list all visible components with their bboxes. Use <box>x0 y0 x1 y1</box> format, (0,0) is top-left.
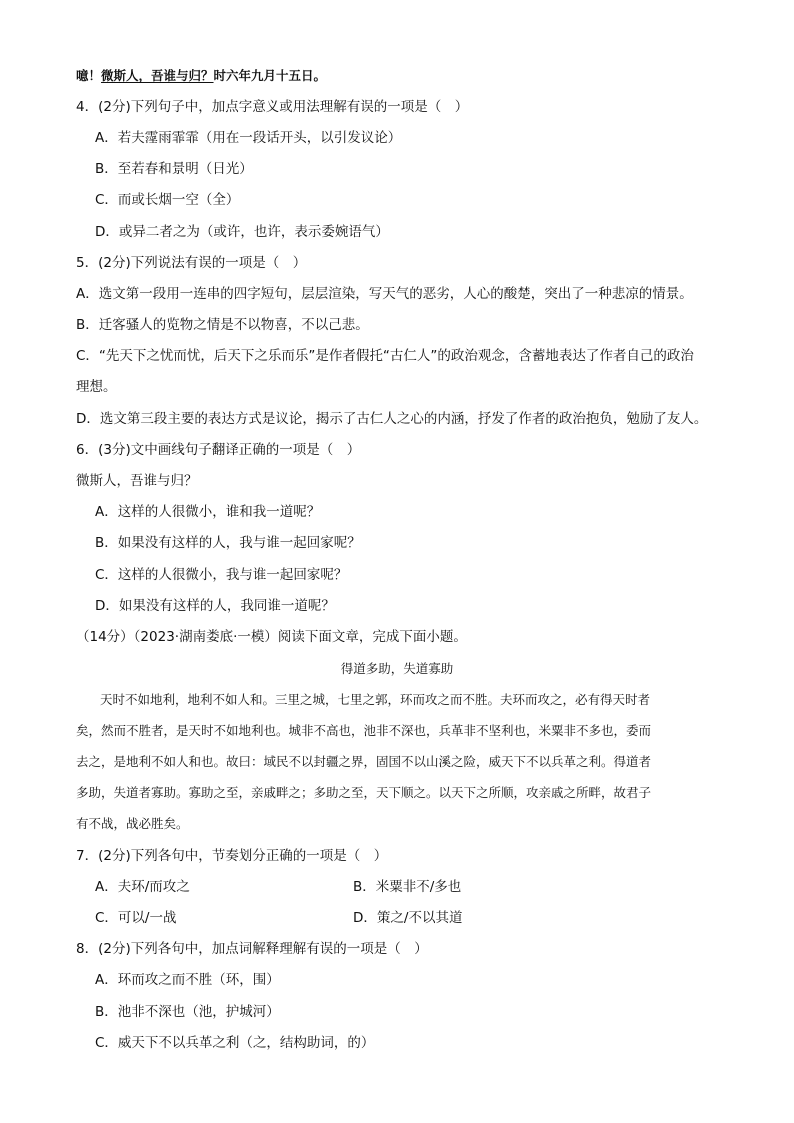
ending-prefix: 噫！ <box>76 68 102 83</box>
q7-option-d: D．策之/不以其道 <box>353 910 463 926</box>
q6-option-d: D．如果没有这样的人，我同谁一道呢？ <box>95 598 335 614</box>
question-5-stem: 5．(2分)下列说法有误的一项是（ ） <box>76 255 307 271</box>
passage-title: 得道多助，失道寡助 <box>340 661 454 676</box>
ending-suffix: 时六年九月十五日。 <box>213 68 327 83</box>
q4-option-b: B．至若春和景明（日光） <box>95 161 253 177</box>
passage-line-2: 矣，然而不胜者，是天时不如地利也。城非不高也，池非不深也，兵革非不坚利也，米粟非不多也，委而 <box>76 723 652 738</box>
q7-option-a: A．夫环/而攻之 <box>95 879 190 895</box>
q8-option-c: C．威天下不以兵革之利（之，结构助词，的） <box>95 1035 375 1051</box>
q4-option-c: C．而或长烟一空（全） <box>95 192 240 208</box>
passage-ending-line <box>76 66 326 86</box>
passage-line-4: 多助，失道者寡助。寡助之至，亲戚畔之；多助之至，天下顺之。以天下之所顺，攻亲戚之所畔，故君子 <box>76 785 652 800</box>
q4-option-a: A．若夫霪雨霏霏（用在一段话开头，以引发议论） <box>95 130 402 146</box>
q5-option-c: C．“先天下之忧而忧，后天下之乐而乐”是作者假托“古仁人”的政治观念，含蓄地表达了作者自己的政治 <box>76 348 694 364</box>
q4-option-d: D．或异二者之为（或许，也许，表示委婉语气） <box>95 224 389 240</box>
q6-option-c: C．这样的人很微小，我与谁一起回家呢？ <box>95 567 348 583</box>
passage-line-5: 有不战，战必胜矣。 <box>76 816 189 831</box>
q8-option-a: A．环而攻之而不胜（环，围） <box>95 972 280 988</box>
reading-section-intro: （14分）（2023·湖南娄底·一模）阅读下面文章，完成下面小题。 <box>76 629 467 645</box>
q5-option-a: A．选文第一段用一连串的四字短句，层层渲染，写天气的恶劣，人心的酸楚，突出了一种悲凉的情景。 <box>76 286 693 302</box>
q6-option-b: B．如果没有这样的人，我与谁一起回家呢？ <box>95 535 361 551</box>
q8-option-b: B．池非不深也（池，护城河） <box>95 1004 280 1020</box>
question-4-stem: 4．(2分)下列句子中，加点字意义或用法理解有误的一项是（ ） <box>76 99 469 115</box>
q5-option-d: D．选文第三段主要的表达方式是议论，揭示了古仁人之心的内涵，抒发了作者的政治抱负，勉励了友人。 <box>76 411 708 427</box>
q5-option-b: B．迁客骚人的览物之情是不以物喜，不以己悲。 <box>76 317 369 333</box>
q6-option-a: A．这样的人很微小，谁和我一道呢？ <box>95 504 321 520</box>
question-8-stem: 8．(2分)下列各句中，加点词解释理解有误的一项是（ ） <box>76 941 428 957</box>
q7-option-c: C．可以/一战 <box>95 910 177 926</box>
q6-quote: 微斯人，吾谁与归？ <box>76 473 198 489</box>
q7-option-b: B．米粟非不/多也 <box>353 879 462 895</box>
q5-option-c-continued: 理想。 <box>76 379 117 395</box>
passage-line-1: 天时不如地利，地利不如人和。三里之城，七里之郭，环而攻之而不胜。夫环而攻之，必有得天时者 <box>100 692 651 707</box>
passage-line-3: 去之，是地利不如人和也。故曰：域民不以封疆之界，固国不以山溪之险，威天下不以兵革之利。得道者 <box>76 754 652 769</box>
underlined-sentence: 微斯人，吾谁与归？ <box>101 68 214 83</box>
question-6-stem: 6．(3分)文中画线句子翻译正确的一项是（ ） <box>76 442 361 458</box>
question-7-stem: 7．(2分)下列各句中，节奏划分正确的一项是（ ） <box>76 848 388 864</box>
